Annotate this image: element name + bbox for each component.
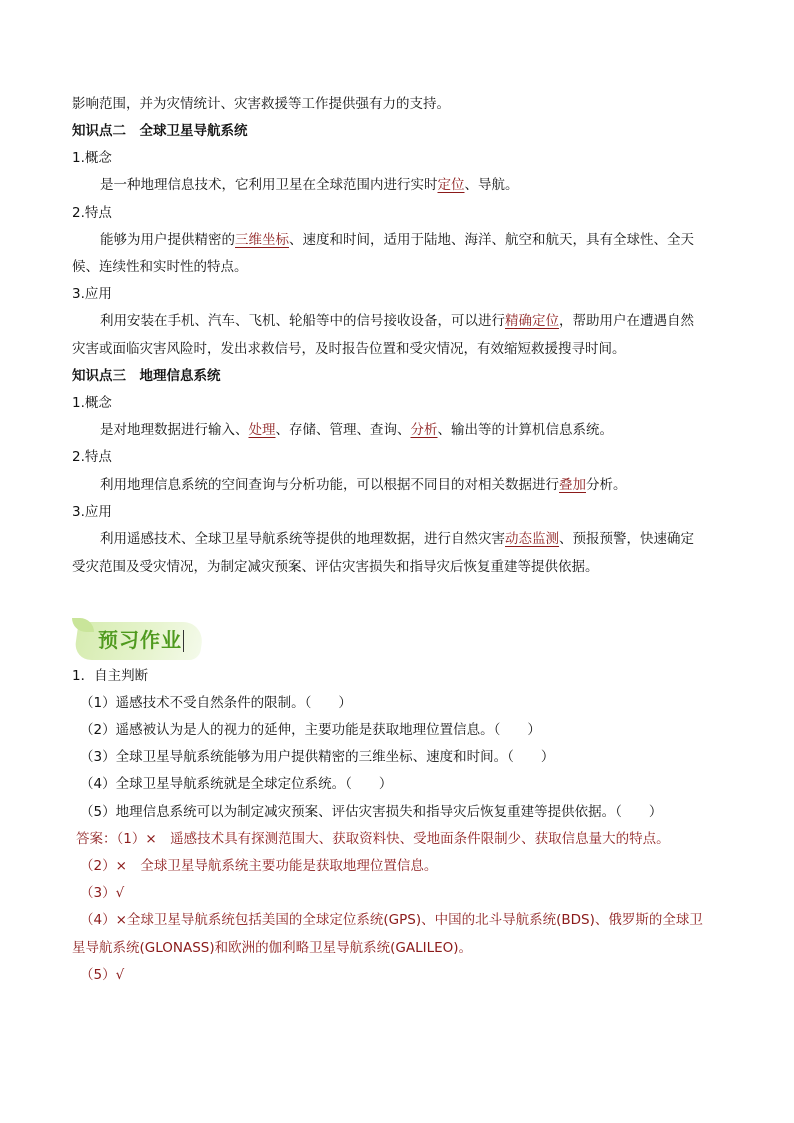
paragraph-continuation: 影响范围，并为灾情统计、灾害救援等工作提供强有力的支持。 (72, 96, 450, 112)
kp2-feature-text: 能够为用户提供精密的三维坐标、速度和时间，适用于陆地、海洋、航空和航天，具有全球性、全天 (100, 232, 694, 248)
answer-1: 答案：（1）× 遥感技术具有探测范围大、获取资料快、受地面条件限制少、获取信息量大的特点。 (76, 831, 670, 847)
answer-5: （5）√ (80, 967, 125, 983)
answer-4-cont: 星导航系统(GLONASS)和欧洲的伽利略卫星导航系统(GALILEO)。 (72, 940, 473, 956)
question-5: （5）地理信息系统可以为制定减灾预案、评估灾害损失和指导灾后恢复重建等提供依据。（ ） (80, 804, 663, 820)
kp3-application-text: 利用遥感技术、全球卫星导航系统等提供的地理数据，进行自然灾害动态监测、预报预警，快速确定 (100, 531, 694, 547)
fill-blank-precise-positioning: 精确定位 (505, 313, 559, 329)
question-3: （3）全球卫星导航系统能够为用户提供精密的三维坐标、速度和时间。（ ） (80, 749, 555, 765)
kp3-feature-label: 2.特点 (72, 449, 112, 465)
fill-blank-overlay: 叠加 (559, 477, 586, 493)
exercise-heading: 1．自主判断 (72, 668, 149, 684)
answer-3: （3）√ (80, 885, 125, 901)
kp3-feature-text: 利用地理信息系统的空间查询与分析功能，可以根据不同目的对相关数据进行叠加分析。 (100, 477, 627, 493)
kp2-feature-label: 2.特点 (72, 205, 112, 221)
preview-homework-banner (72, 618, 212, 664)
kp2-application-label: 3.应用 (72, 286, 112, 302)
answer-4: （4）×全球卫星导航系统包括美国的全球定位系统(GPS)、中国的北斗导航系统(BDS)、俄罗斯的全球卫 (80, 912, 703, 928)
fill-blank-3d-coordinates: 三维坐标 (235, 232, 289, 248)
kp2-concept-text: 是一种地理信息技术，它利用卫星在全球范围内进行实时定位、导航。 (100, 177, 519, 193)
kp2-concept-label: 1.概念 (72, 150, 112, 166)
fill-blank-dynamic-monitoring: 动态监测 (505, 531, 559, 547)
kp2-application-text-cont: 灾害或面临灾害风险时，发出求救信号，及时报告位置和受灾情况，有效缩短救援搜寻时间。 (72, 341, 626, 357)
question-1: （1）遥感技术不受自然条件的限制。（ ） (80, 695, 352, 711)
fill-blank-positioning: 定位 (437, 177, 465, 193)
question-4: （4）全球卫星导航系统就是全球定位系统。（ ） (80, 776, 393, 792)
fill-blank-analysis: 分析 (410, 422, 438, 438)
kp3-application-text-cont: 受灾范围及受灾情况，为制定减灾预案、评估灾害损失和指导灾后恢复重建等提供依据。 (72, 559, 599, 575)
text-cursor (183, 630, 184, 652)
banner-title: 预习作业 (98, 628, 182, 652)
kp3-application-label: 3.应用 (72, 504, 112, 520)
question-2: （2）遥感被认为是人的视力的延伸，主要功能是获取地理位置信息。（ ） (80, 722, 541, 738)
knowledge-point-2-heading: 知识点二 全球卫星导航系统 (72, 123, 248, 139)
knowledge-point-3-heading: 知识点三 地理信息系统 (72, 368, 221, 384)
kp3-concept-text: 是对地理数据进行输入、处理、存储、管理、查询、分析、输出等的计算机信息系统。 (100, 422, 613, 438)
kp2-feature-text-cont: 候、连续性和实时性的特点。 (72, 259, 248, 275)
kp3-concept-label: 1.概念 (72, 395, 112, 411)
answer-2: （2）× 全球卫星导航系统主要功能是获取地理位置信息。 (80, 858, 438, 874)
leaf-icon (72, 618, 94, 632)
kp2-application-text: 利用安装在手机、汽车、飞机、轮船等中的信号接收设备，可以进行精确定位，帮助用户在遭遇自然 (100, 313, 694, 329)
fill-blank-processing: 处理 (248, 422, 276, 438)
